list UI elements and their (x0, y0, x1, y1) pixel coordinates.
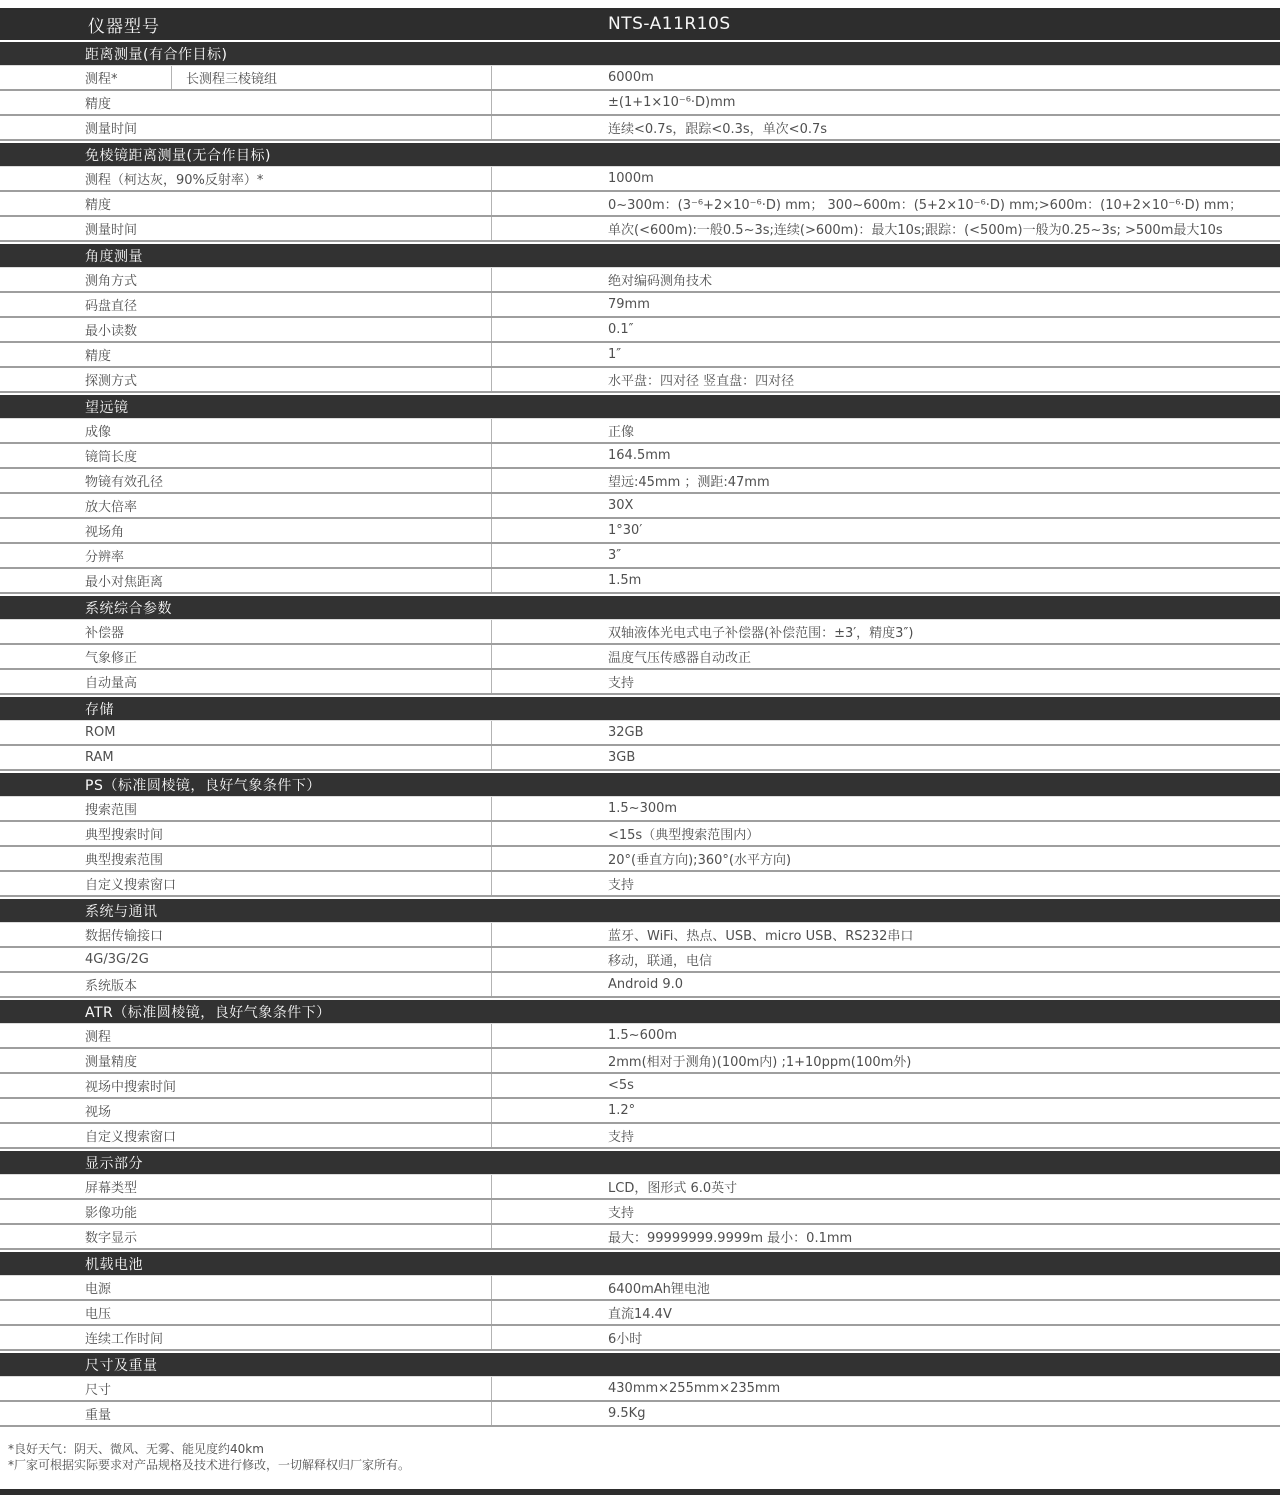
spec-row (0, 1175, 1280, 1200)
spec-row (0, 192, 1280, 217)
spec-row-value: 30X (608, 498, 634, 513)
spec-row-label: 搜索范围 (0, 797, 492, 820)
section-title: 机载电池 (85, 1256, 143, 1273)
spec-row (0, 847, 1280, 872)
spec-row-label: ROM (0, 721, 492, 744)
spec-row-label: 尺寸 (0, 1377, 492, 1400)
spec-row-value: 164.5mm (608, 448, 671, 463)
spec-row-value: <15s（典型搜索范围内） (608, 828, 760, 843)
spec-row-label: 电源 (0, 1276, 492, 1299)
spec-row-label: 物镜有效孔径 (0, 469, 492, 492)
spec-row-label: 最小对焦距离 (0, 569, 492, 592)
spec-row-label: 测量时间 (0, 116, 492, 139)
section-header (0, 596, 1280, 620)
spec-row-label: RAM (0, 746, 492, 769)
spec-row-value: 3GB (608, 750, 636, 765)
spec-row-value: 支持 (608, 878, 635, 893)
spec-row-value: LCD，图形式 6.0英寸 (608, 1181, 738, 1196)
spec-row-value: 1.5~300m (608, 801, 678, 816)
spec-row-value: 1000m (608, 171, 654, 186)
spec-row (0, 822, 1280, 847)
spec-row-label: 典型搜索范围 (0, 847, 492, 870)
section-title: PS（标准圆棱镜，良好气象条件下） (85, 777, 321, 794)
spec-row-value: 79mm (608, 297, 650, 312)
footnote-good-weather: *良好天气：阴天、微风、无雾、能见度约40km (8, 1442, 264, 1456)
spec-row-value: 正像 (608, 425, 635, 440)
spec-row-label: 精度 (0, 91, 492, 114)
spec-row (0, 721, 1280, 746)
spec-row (0, 268, 1280, 293)
spec-row (0, 494, 1280, 519)
spec-row (0, 91, 1280, 116)
spec-row-value: 6000m (608, 70, 654, 85)
spec-row-label: 电压 (0, 1301, 492, 1324)
spec-row-label: 探测方式 (0, 368, 492, 391)
spec-row-label: 自定义搜索窗口 (0, 1124, 492, 1147)
spec-row-label: 典型搜索时间 (0, 822, 492, 845)
spec-row (0, 1276, 1280, 1301)
spec-row-label: 镜筒长度 (0, 444, 492, 467)
spec-row (0, 293, 1280, 318)
spec-row (0, 1377, 1280, 1402)
section-title: 显示部分 (85, 1155, 143, 1172)
spec-row (0, 444, 1280, 469)
section-header (0, 42, 1280, 66)
section-title: 免棱镜距离测量(无合作目标) (85, 147, 271, 164)
spec-row-label: 视场中搜索时间 (0, 1074, 492, 1097)
spec-row-label: 测量时间 (0, 217, 492, 240)
spec-row-value: 0~300m：(3⁻⁶+2×10⁻⁶·D) mm； 300~600m：(5+2×10⁻⁶·D) mm;>600m：(10+2×10⁻⁶·D) mm； (608, 198, 1243, 213)
section-title: 望远镜 (85, 399, 129, 416)
spec-row-label: 重量 (0, 1402, 492, 1425)
spec-row-label: 测程* (0, 66, 172, 89)
spec-row-label: 测程 (0, 1024, 492, 1047)
section-header (0, 244, 1280, 268)
section-header (0, 773, 1280, 797)
section-header (0, 1000, 1280, 1024)
spec-row-label: 视场 (0, 1099, 492, 1122)
spec-row-label: 自动量高 (0, 670, 492, 693)
spec-row (0, 670, 1280, 695)
spec-row-value: 9.5Kg (608, 1406, 646, 1421)
spec-row-value: 直流14.4V (608, 1307, 672, 1322)
spec-row (0, 1225, 1280, 1250)
spec-row-value: 1.2° (608, 1103, 636, 1118)
spec-row (0, 1099, 1280, 1124)
spec-row (0, 419, 1280, 444)
spec-row (0, 469, 1280, 494)
spec-row-value: 支持 (608, 676, 635, 691)
spec-row (0, 519, 1280, 544)
spec-row (0, 746, 1280, 771)
spec-row-label: 成像 (0, 419, 492, 442)
spec-row-label: 测角方式 (0, 268, 492, 291)
section-header (0, 899, 1280, 923)
spec-row-value: ±(1+1×10⁻⁶·D)mm (608, 95, 736, 110)
spec-row-value: 水平盘：四对径 竖直盘：四对径 (608, 374, 795, 389)
spec-row-label: 精度 (0, 343, 492, 366)
spec-row (0, 948, 1280, 973)
section-header (0, 1151, 1280, 1175)
spec-row-label: 气象修正 (0, 645, 492, 668)
spec-row-value: 2mm(相对于测角)(100m内) ;1+10ppm(100m外) (608, 1055, 912, 1070)
spec-row-value: 1.5~600m (608, 1028, 678, 1043)
spec-row (0, 368, 1280, 393)
spec-row-value: <5s (608, 1078, 634, 1093)
spec-row-value: 1°30′ (608, 523, 643, 538)
spec-row (0, 116, 1280, 141)
spec-row-label: 测量精度 (0, 1049, 492, 1072)
spec-row (0, 1402, 1280, 1427)
spec-row-value: 最大：99999999.9999m 最小：0.1mm (608, 1231, 853, 1246)
section-title: 尺寸及重量 (85, 1357, 158, 1374)
spec-row (0, 1074, 1280, 1099)
spec-row (0, 1326, 1280, 1351)
spec-row-value: 6小时 (608, 1332, 643, 1347)
spec-sections (0, 42, 1280, 1427)
spec-row (0, 973, 1280, 998)
spec-row-label: 数字显示 (0, 1225, 492, 1248)
spec-row (0, 343, 1280, 368)
spec-row-label: 分辨率 (0, 544, 492, 567)
spec-row-value: 绝对编码测角技术 (608, 274, 713, 289)
spec-row-label: 补偿器 (0, 620, 492, 643)
spec-row (0, 1124, 1280, 1149)
spec-row (0, 1301, 1280, 1326)
spec-row (0, 167, 1280, 192)
spec-row-value: Android 9.0 (608, 977, 684, 992)
table-header-row (0, 8, 1280, 40)
spec-row-label: 系统版本 (0, 973, 492, 996)
spec-row-value: 望远:45mm ；测距:47mm (608, 475, 770, 490)
spec-row-value: 支持 (608, 1130, 635, 1145)
spec-row (0, 872, 1280, 897)
spec-row-label: 4G/3G/2G (0, 948, 492, 971)
spec-row-label: 测程（柯达灰，90%反射率）* (0, 167, 492, 190)
header-label: 仪器型号 (88, 16, 160, 37)
spec-row-value: 1.5m (608, 573, 642, 588)
spec-row (0, 66, 1280, 91)
spec-row (0, 645, 1280, 670)
spec-row (0, 1200, 1280, 1225)
spec-row-value: 温度气压传感器自动改正 (608, 651, 752, 666)
spec-row-value: 1″ (608, 347, 622, 362)
spec-row-value: 双轴液体光电式电子补偿器(补偿范围：±3′，精度3″) (608, 626, 914, 641)
footnotes (8, 1441, 1280, 1473)
spec-row-label: 连续工作时间 (0, 1326, 492, 1349)
spec-row-label: 视场角 (0, 519, 492, 542)
spec-row (0, 620, 1280, 645)
spec-row-label: 最小读数 (0, 318, 492, 341)
section-header (0, 1252, 1280, 1276)
spec-row (0, 797, 1280, 822)
spec-row-value: 0.1″ (608, 322, 634, 337)
section-header (0, 143, 1280, 167)
section-title: 距离测量(有合作目标) (85, 46, 228, 63)
bottom-bar (0, 1489, 1280, 1495)
spec-row (0, 1049, 1280, 1074)
spec-row-value: 430mm×255mm×235mm (608, 1381, 781, 1396)
spec-row-label: 影像功能 (0, 1200, 492, 1223)
spec-row-value: 连续<0.7s，跟踪<0.3s，单次<0.7s (608, 122, 828, 137)
header-model-value: NTS-A11R10S (608, 14, 731, 34)
spec-row-label: 数据传输接口 (0, 923, 492, 946)
spec-row-label: 码盘直径 (0, 293, 492, 316)
spec-row (0, 318, 1280, 343)
spec-row-value: 6400mAh锂电池 (608, 1282, 710, 1297)
section-title: 系统与通讯 (85, 903, 158, 920)
spec-row (0, 1024, 1280, 1049)
section-title: 系统综合参数 (85, 600, 172, 617)
spec-row-label: 自定义搜索窗口 (0, 872, 492, 895)
spec-row-label: 精度 (0, 192, 492, 215)
spec-row-value: 单次(<600m):一般0.5~3s;连续(>600m)：最大10s;跟踪：(<500m)一般为0.25~3s; >500m最大10s (608, 223, 1223, 238)
spec-row-value: 3″ (608, 548, 622, 563)
spec-row-label: 屏幕类型 (0, 1175, 492, 1198)
spec-row-value: 支持 (608, 1206, 635, 1221)
section-header (0, 697, 1280, 721)
spec-row (0, 217, 1280, 242)
spec-row-value: 32GB (608, 725, 644, 740)
spec-row (0, 923, 1280, 948)
spec-row (0, 569, 1280, 594)
section-title: 存储 (85, 701, 114, 718)
section-header (0, 1353, 1280, 1377)
spec-row (0, 544, 1280, 569)
spec-row-value: 蓝牙、WiFi、热点、USB、micro USB、RS232串口 (608, 929, 914, 944)
section-title: 角度测量 (85, 248, 143, 265)
section-header (0, 395, 1280, 419)
footnote-disclaimer: *厂家可根据实际要求对产品规格及技术进行修改，一切解释权归厂家所有。 (8, 1458, 411, 1472)
section-title: ATR（标准圆棱镜，良好气象条件下） (85, 1004, 331, 1021)
spec-row-value: 20°(垂直方向);360°(水平方向) (608, 853, 792, 868)
spec-row-label: 放大倍率 (0, 494, 492, 517)
spec-row-value: 移动，联通，电信 (608, 954, 713, 969)
spec-row-sublabel: 长测程三棱镜组 (172, 66, 492, 89)
